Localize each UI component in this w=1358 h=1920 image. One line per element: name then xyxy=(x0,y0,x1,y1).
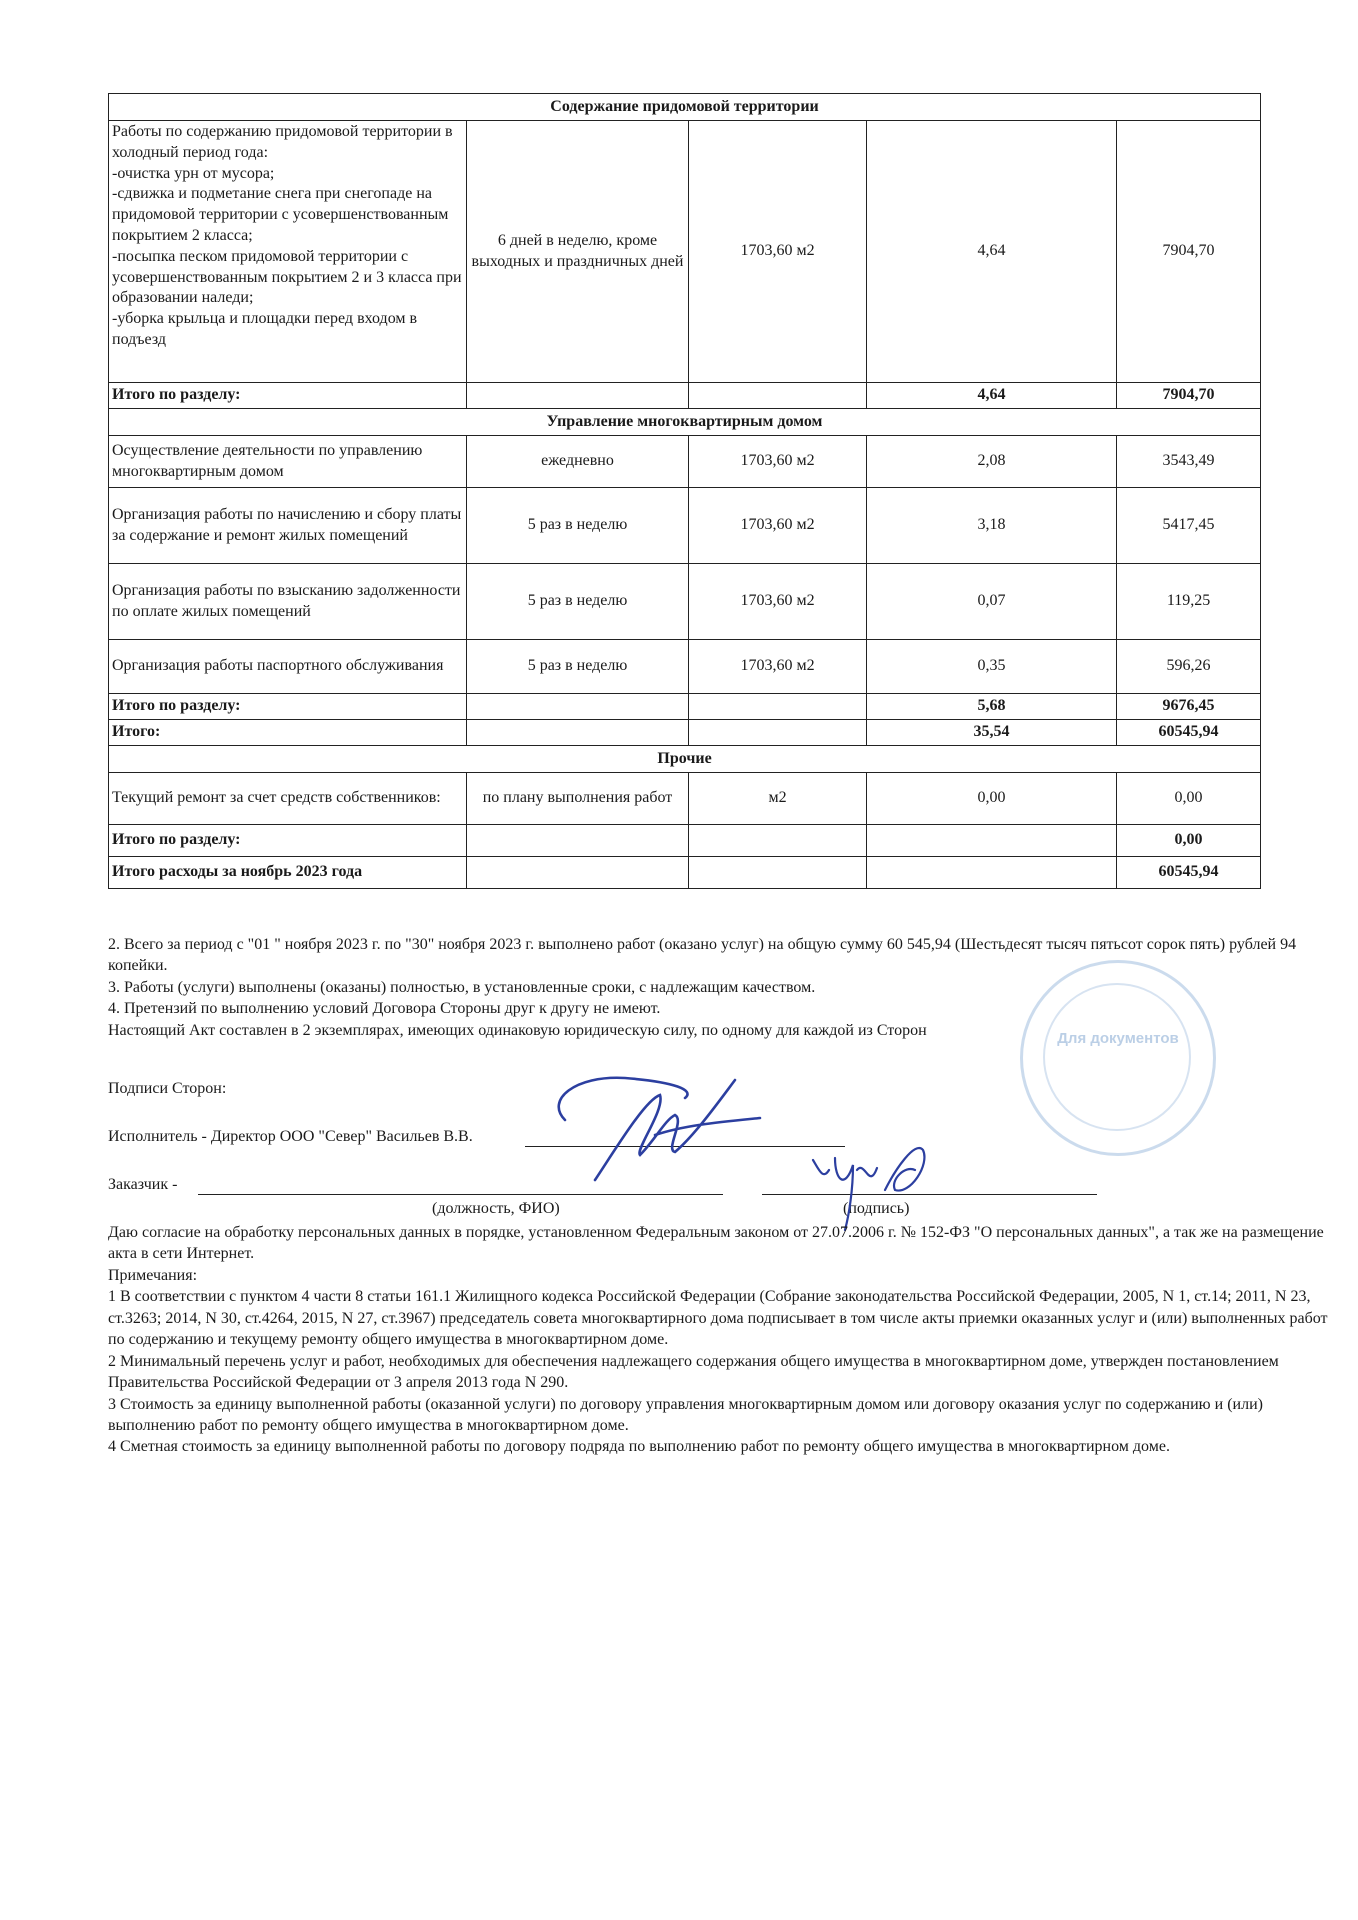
table-row xyxy=(109,564,1261,640)
remark-item: 3 Стоимость за единицу выполненной работы (оказанной услуги) по договору управления многоквартирным домом или договору оказания услуг по содержанию и (или) выполнению работ по ремонту общего имущества в многоквартирном доме. xyxy=(108,1395,1263,1434)
work-frequency: по плану выполнения работ xyxy=(467,773,689,825)
total-rate: 5,68 xyxy=(867,694,1117,720)
work-area: 1703,60 м2 xyxy=(689,488,867,564)
empty-cell xyxy=(867,857,1117,889)
empty-cell xyxy=(467,857,689,889)
empty-cell xyxy=(867,825,1117,857)
work-rate: 0,00 xyxy=(867,773,1117,825)
stamp xyxy=(1020,960,1216,1156)
work-area: 1703,60 м2 xyxy=(689,121,867,383)
table-row xyxy=(109,640,1261,694)
section-total-row xyxy=(109,825,1261,857)
work-description xyxy=(109,121,467,383)
work-frequency: 6 дней в неделю, кроме выходных и праздничных дней xyxy=(467,121,689,383)
section-header-other xyxy=(109,746,1261,773)
statement-total: 2. Всего за период с "01 " ноября 2023 г. по "30" ноября 2023 г. выполнено работ (оказано услуг) на общую сумму 60 545,94 (Шестьдесят тысяч пятьсот сорок пять) рублей 94 копейки. xyxy=(108,936,1297,975)
total-label: Итого по разделу: xyxy=(109,383,467,409)
section-title: Прочие xyxy=(109,746,1261,773)
final-total-row xyxy=(109,857,1261,889)
work-frequency: 5 раз в неделю xyxy=(467,564,689,640)
signature-caption: (подпись) xyxy=(843,1200,910,1217)
stamp-text: Для документов xyxy=(1057,1030,1179,1047)
work-sum: 0,00 xyxy=(1117,773,1261,825)
work-area: 1703,60 м2 xyxy=(689,640,867,694)
table-row xyxy=(109,121,1261,383)
empty-cell xyxy=(689,694,867,720)
statement-copies: Настоящий Акт составлен в 2 экземплярах, имеющих одинаковую юридическую силу, по одному для каждой из Сторон xyxy=(108,1021,927,1039)
work-description: Организация работы по взысканию задолженности по оплате жилых помещений xyxy=(109,564,467,640)
empty-cell xyxy=(689,857,867,889)
empty-cell xyxy=(689,720,867,746)
section-title: Содержание придомовой территории xyxy=(109,94,1261,121)
empty-cell xyxy=(467,720,689,746)
executor-label: Исполнитель - Директор ООО "Север" Васильев В.В. xyxy=(108,1128,473,1145)
total-sum: 0,00 xyxy=(1117,825,1261,857)
work-description: Текущий ремонт за счет средств собственников: xyxy=(109,773,467,825)
executor-signature-icon xyxy=(535,1060,765,1190)
signatures-heading: Подписи Сторон: xyxy=(108,1080,227,1097)
section-total-row xyxy=(109,694,1261,720)
grand-total-sum: 60545,94 xyxy=(1117,720,1261,746)
remark-item: 2 Минимальный перечень услуг и работ, необходимых для обеспечения надлежащего содержания общего имущества в многоквартирном доме, утвержден постановлением Правительства Российской Федерации от 3 апреля 2013 года N 290. xyxy=(108,1352,1279,1392)
description-line: -посыпка песком придомовой территории с усовершенствованным покрытием 2 и 3 класса при образовании наледи; xyxy=(112,247,462,307)
customer-label: Заказчик - xyxy=(108,1176,178,1193)
remark-item: 1 В соответствии с пунктом 4 части 8 статьи 161.1 Жилищного кодекса Российской Федерации (Собрание законодательства Российской Федерации, 2005, N 1, ст.14; 2011, N 23, ст.3263; 2014, N 30, ст.4264, 2015, N 27, ст.3967) председатель совета многоквартирного дома подписывает в том числе акты приемки оказанных услуг и (или) выполненных работ по содержанию и текущему ремонту общего имущества в многоквартирном доме. xyxy=(108,1288,1328,1349)
empty-cell xyxy=(467,825,689,857)
remarks-block xyxy=(108,1222,1330,1458)
section-header-yard xyxy=(109,94,1261,121)
work-rate: 4,64 xyxy=(867,121,1117,383)
consent-text: Даю согласие на обработку персональных данных в порядке, установленном Федеральным законом от 27.07.2006 г. № 152-ФЗ "О персональных данных", а так же на размещение акта в сети Интернет. xyxy=(108,1224,1324,1263)
empty-cell xyxy=(467,694,689,720)
total-label: Итого по разделу: xyxy=(109,825,467,857)
position-caption: (должность, ФИО) xyxy=(432,1200,560,1217)
final-total-sum: 60545,94 xyxy=(1117,857,1261,889)
work-frequency: 5 раз в неделю xyxy=(467,640,689,694)
work-rate: 2,08 xyxy=(867,436,1117,488)
work-sum: 596,26 xyxy=(1117,640,1261,694)
empty-cell xyxy=(689,825,867,857)
description-line: -уборка крыльца и площадки перед входом в подъезд xyxy=(112,310,418,348)
grand-total-rate: 35,54 xyxy=(867,720,1117,746)
works-table xyxy=(108,93,1261,889)
table-row xyxy=(109,773,1261,825)
total-label: Итого по разделу: xyxy=(109,694,467,720)
description-line: Работы по содержанию придомовой территории в холодный период года: xyxy=(112,123,453,161)
section-header-management xyxy=(109,409,1261,436)
statement-quality: 3. Работы (услуги) выполнены (оказаны) полностью, в установленные сроки, с надлежащим качеством. xyxy=(108,978,816,996)
statement-no-claims: 4. Претензий по выполнению условий Договора Стороны друг к другу не имеют. xyxy=(108,1000,661,1018)
work-rate: 3,18 xyxy=(867,488,1117,564)
description-line: -очистка урн от мусора; xyxy=(112,164,275,182)
final-total-label: Итого расходы за ноябрь 2023 года xyxy=(109,857,467,889)
work-frequency: 5 раз в неделю xyxy=(467,488,689,564)
work-frequency: ежедневно xyxy=(467,436,689,488)
table-row xyxy=(109,436,1261,488)
work-description: Осуществление деятельности по управлению многоквартирным домом xyxy=(109,436,467,488)
work-rate: 0,35 xyxy=(867,640,1117,694)
work-area: м2 xyxy=(689,773,867,825)
work-sum: 119,25 xyxy=(1117,564,1261,640)
grand-total-row xyxy=(109,720,1261,746)
customer-position-line xyxy=(198,1194,723,1195)
remark-item: 4 Сметная стоимость за единицу выполненной работы по договору подряда по выполнению работ по ремонту общего имущества в многоквартирном доме. xyxy=(108,1438,1170,1456)
empty-cell xyxy=(467,383,689,409)
work-sum: 3543,49 xyxy=(1117,436,1261,488)
work-area: 1703,60 м2 xyxy=(689,564,867,640)
work-sum: 7904,70 xyxy=(1117,121,1261,383)
table-row xyxy=(109,488,1261,564)
description-line: -сдвижка и подметание снега при снегопаде на придомовой территории с усовершенствованным покрытием 2 класса; xyxy=(112,185,449,244)
work-description: Организация работы по начислению и сбору платы за содержание и ремонт жилых помещений xyxy=(109,488,467,564)
empty-cell xyxy=(689,383,867,409)
stamp-inner-ring xyxy=(1043,983,1191,1131)
remarks-title: Примечания: xyxy=(108,1266,198,1284)
total-rate: 4,64 xyxy=(867,383,1117,409)
work-sum: 5417,45 xyxy=(1117,488,1261,564)
work-rate: 0,07 xyxy=(867,564,1117,640)
total-sum: 7904,70 xyxy=(1117,383,1261,409)
total-sum: 9676,45 xyxy=(1117,694,1261,720)
work-description: Организация работы паспортного обслуживания xyxy=(109,640,467,694)
section-title: Управление многоквартирным домом xyxy=(109,409,1261,436)
section-total-row xyxy=(109,383,1261,409)
work-area: 1703,60 м2 xyxy=(689,436,867,488)
grand-total-label: Итого: xyxy=(109,720,467,746)
